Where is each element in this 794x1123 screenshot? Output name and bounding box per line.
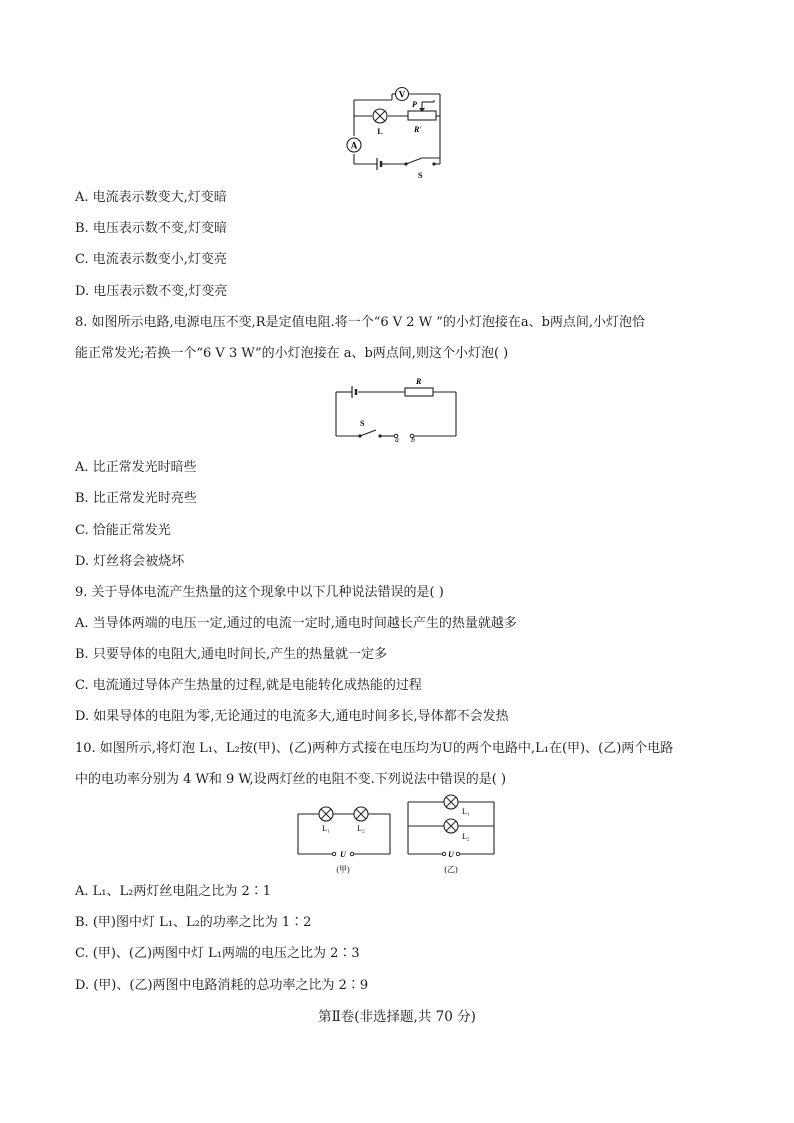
switch-label: S xyxy=(418,171,423,180)
q10-option-c: C. (甲)、(乙)两图中灯 L₁两端的电压之比为 2∶3 xyxy=(75,946,360,961)
lamp2-label: L₂ xyxy=(357,824,365,833)
q10-circuit-jia xyxy=(290,800,400,880)
q7-option-b: B. 电压表示数不变,灯变暗 xyxy=(75,221,227,236)
q9-option-c: C. 电流通过导体产生热量的过程,就是电能转化成热能的过程 xyxy=(75,678,422,693)
q8-option-d: D. 灯丝将会被烧坏 xyxy=(75,554,185,569)
q7-circuit-figure xyxy=(340,84,452,180)
yi-label: (乙) xyxy=(444,865,458,874)
voltmeter-label: V xyxy=(398,89,406,100)
resistor-symbol xyxy=(405,388,433,396)
source-label: U xyxy=(448,850,454,859)
lamp1-label: L₁ xyxy=(462,807,470,816)
lamp2-label: L₂ xyxy=(462,832,470,841)
q10-option-d: D. (甲)、(乙)两图中电路消耗的总功率之比为 2∶9 xyxy=(75,978,369,993)
q7-option-c: C. 电流表示数变小,灯变亮 xyxy=(75,252,227,267)
ammeter-label: A xyxy=(350,140,358,151)
q9-option-a: A. 当导体两端的电压一定,通过的电流一定时,通电时间越长产生的热量就越多 xyxy=(75,616,517,631)
q9-stem: 9. 关于导体电流产生热量的这个现象中以下几种说法错误的是( ) xyxy=(75,585,444,600)
q7-option-d: D. 电压表示数不变,灯变亮 xyxy=(75,284,228,299)
q9-option-b: B. 只要导体的电阻大,通电时间长,产生的热量就一定多 xyxy=(75,647,388,662)
q8-option-a: A. 比正常发光时暗些 xyxy=(75,460,197,475)
slider-label: P xyxy=(412,100,417,109)
q10-option-b: B. (甲)图中灯 L₁、L₂的功率之比为 1∶2 xyxy=(75,915,312,930)
rheostat-label: R' xyxy=(414,125,422,134)
q7-option-a: A. 电流表示数变大,灯变暗 xyxy=(75,190,227,205)
q8-option-b: B. 比正常发光时亮些 xyxy=(75,491,197,506)
point-b-label: b xyxy=(411,435,415,442)
rheostat-symbol xyxy=(408,111,436,120)
q8-option-c: C. 恰能正常发光 xyxy=(75,523,171,538)
point-a-label: a xyxy=(395,435,399,442)
resistor-label: R xyxy=(416,377,422,386)
source-label: U xyxy=(340,850,346,859)
switch-label: S xyxy=(360,419,365,428)
q8-stem-line1: 8. 如图所示电路,电源电压不变,R是定值电阻.将一个“6 V 2 W ”的小灯泡接在a、b两点间,小灯泡恰 xyxy=(75,315,646,330)
section-title: 第Ⅱ卷(非选择题,共 70 分) xyxy=(318,1009,476,1025)
q10-circuit-yi xyxy=(398,792,502,880)
q8-stem-line2: 能正常发光;若换一个“6 V 3 W”的小灯泡接在 a、b两点间,则这个小灯泡( ) xyxy=(75,346,509,361)
q9-option-d: D. 如果导体的电阻为零,无论通过的电流多大,通电时间多长,导体都不会发热 xyxy=(75,709,509,724)
q10-option-a: A. L₁、L₂两灯丝电阻之比为 2∶1 xyxy=(75,884,272,899)
jia-label: (甲) xyxy=(336,865,350,874)
q10-stem-line1: 10. 如图所示,将灯泡 L₁、L₂按(甲)、(乙)两种方式接在电压均为U的两个电路中,L₁在(甲)、(乙)两个电路 xyxy=(75,741,674,756)
lamp-label: L xyxy=(377,127,383,136)
q10-stem-line2: 中的电功率分别为 4 W和 9 W,设两灯丝的电阻不变.下列说法中错误的是( ) xyxy=(75,772,507,787)
q8-circuit-figure xyxy=(330,374,464,442)
lamp1-label: L₁ xyxy=(322,824,330,833)
